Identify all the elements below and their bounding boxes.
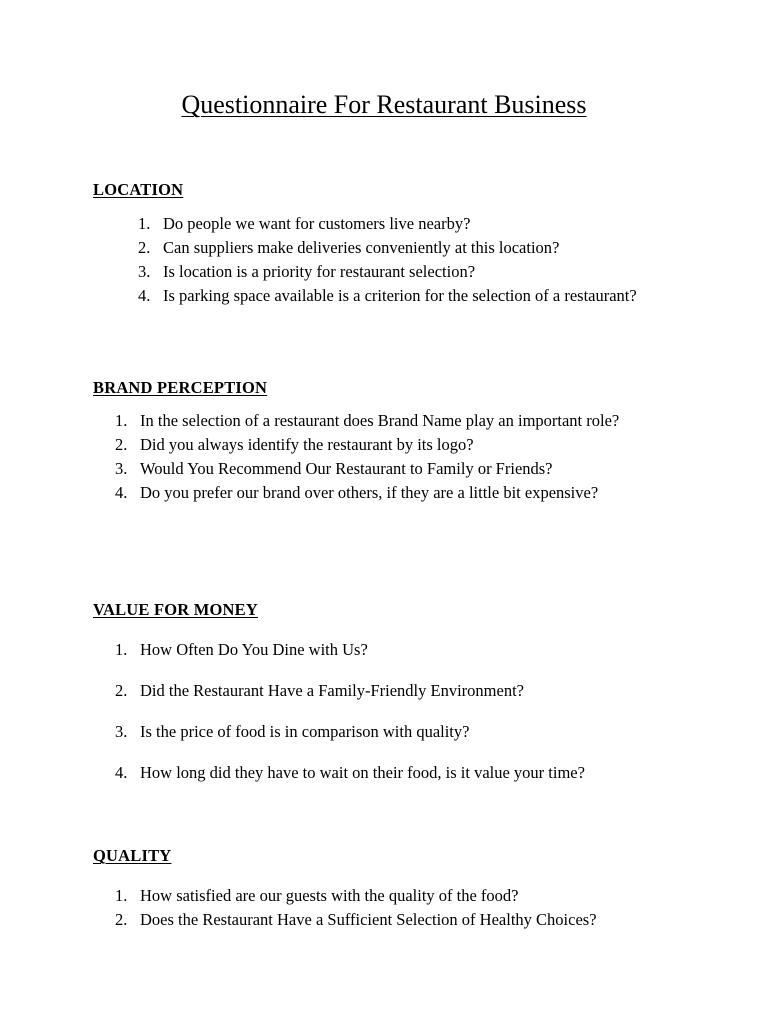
list-item <box>138 236 674 260</box>
question-number: 4. <box>138 286 151 305</box>
list-item <box>115 457 674 481</box>
page-title: Questionnaire For Restaurant Business <box>181 90 587 119</box>
section-heading-quality: QUALITY <box>93 846 172 865</box>
question-number: 1. <box>115 886 128 905</box>
value-for-money-question-list <box>115 638 674 802</box>
question-text: How long did they have to wait on their food, is it value your time? <box>140 763 585 782</box>
list-item <box>138 284 674 308</box>
question-text: Did the Restaurant Have a Family-Friendly Environment? <box>140 681 524 700</box>
question-number: 2. <box>115 435 128 454</box>
section-heading-value-for-money: VALUE FOR MONEY <box>93 600 258 619</box>
list-item <box>115 679 674 703</box>
question-number: 4. <box>115 483 128 502</box>
question-number: 1. <box>138 214 151 233</box>
list-item <box>138 260 674 284</box>
list-item <box>115 761 674 785</box>
question-text: How Often Do You Dine with Us? <box>140 640 368 659</box>
question-text: Would You Recommend Our Restaurant to Family or Friends? <box>140 459 553 478</box>
question-number: 1. <box>115 640 128 659</box>
question-number: 3. <box>115 722 128 741</box>
list-item <box>115 908 677 932</box>
question-number: 4. <box>115 763 128 782</box>
list-item <box>115 720 674 744</box>
list-item <box>115 638 674 662</box>
question-text: Did you always identify the restaurant by its logo? <box>140 435 474 454</box>
question-text: Do people we want for customers live nearby? <box>163 214 471 233</box>
list-item <box>115 481 674 505</box>
question-text: Does the Restaurant Have a Sufficient Selection of Healthy Choices? <box>140 910 597 929</box>
question-number: 3. <box>115 459 128 478</box>
question-number: 2. <box>115 681 128 700</box>
question-text: In the selection of a restaurant does Brand Name play an important role? <box>140 411 620 430</box>
question-text: Is the price of food is in comparison with quality? <box>140 722 470 741</box>
section-heading-brand-perception: BRAND PERCEPTION <box>93 378 268 397</box>
question-number: 2. <box>138 238 151 257</box>
question-text: Is parking space available is a criterion for the selection of a restaurant? <box>163 286 637 305</box>
question-text: How satisfied are our guests with the quality of the food? <box>140 886 519 905</box>
question-text: Do you prefer our brand over others, if they are a little bit expensive? <box>140 483 599 502</box>
list-item <box>115 433 674 457</box>
list-item <box>115 884 677 908</box>
question-number: 2. <box>115 910 128 929</box>
question-text: Is location is a priority for restaurant selection? <box>163 262 476 281</box>
question-text: Can suppliers make deliveries conveniently at this location? <box>163 238 560 257</box>
section-heading-location: LOCATION <box>93 180 184 199</box>
quality-question-list <box>115 884 677 932</box>
list-item <box>115 409 674 433</box>
question-number: 3. <box>138 262 151 281</box>
location-question-list <box>138 212 674 308</box>
brand-perception-question-list <box>115 409 674 505</box>
list-item <box>138 212 674 236</box>
question-number: 1. <box>115 411 128 430</box>
